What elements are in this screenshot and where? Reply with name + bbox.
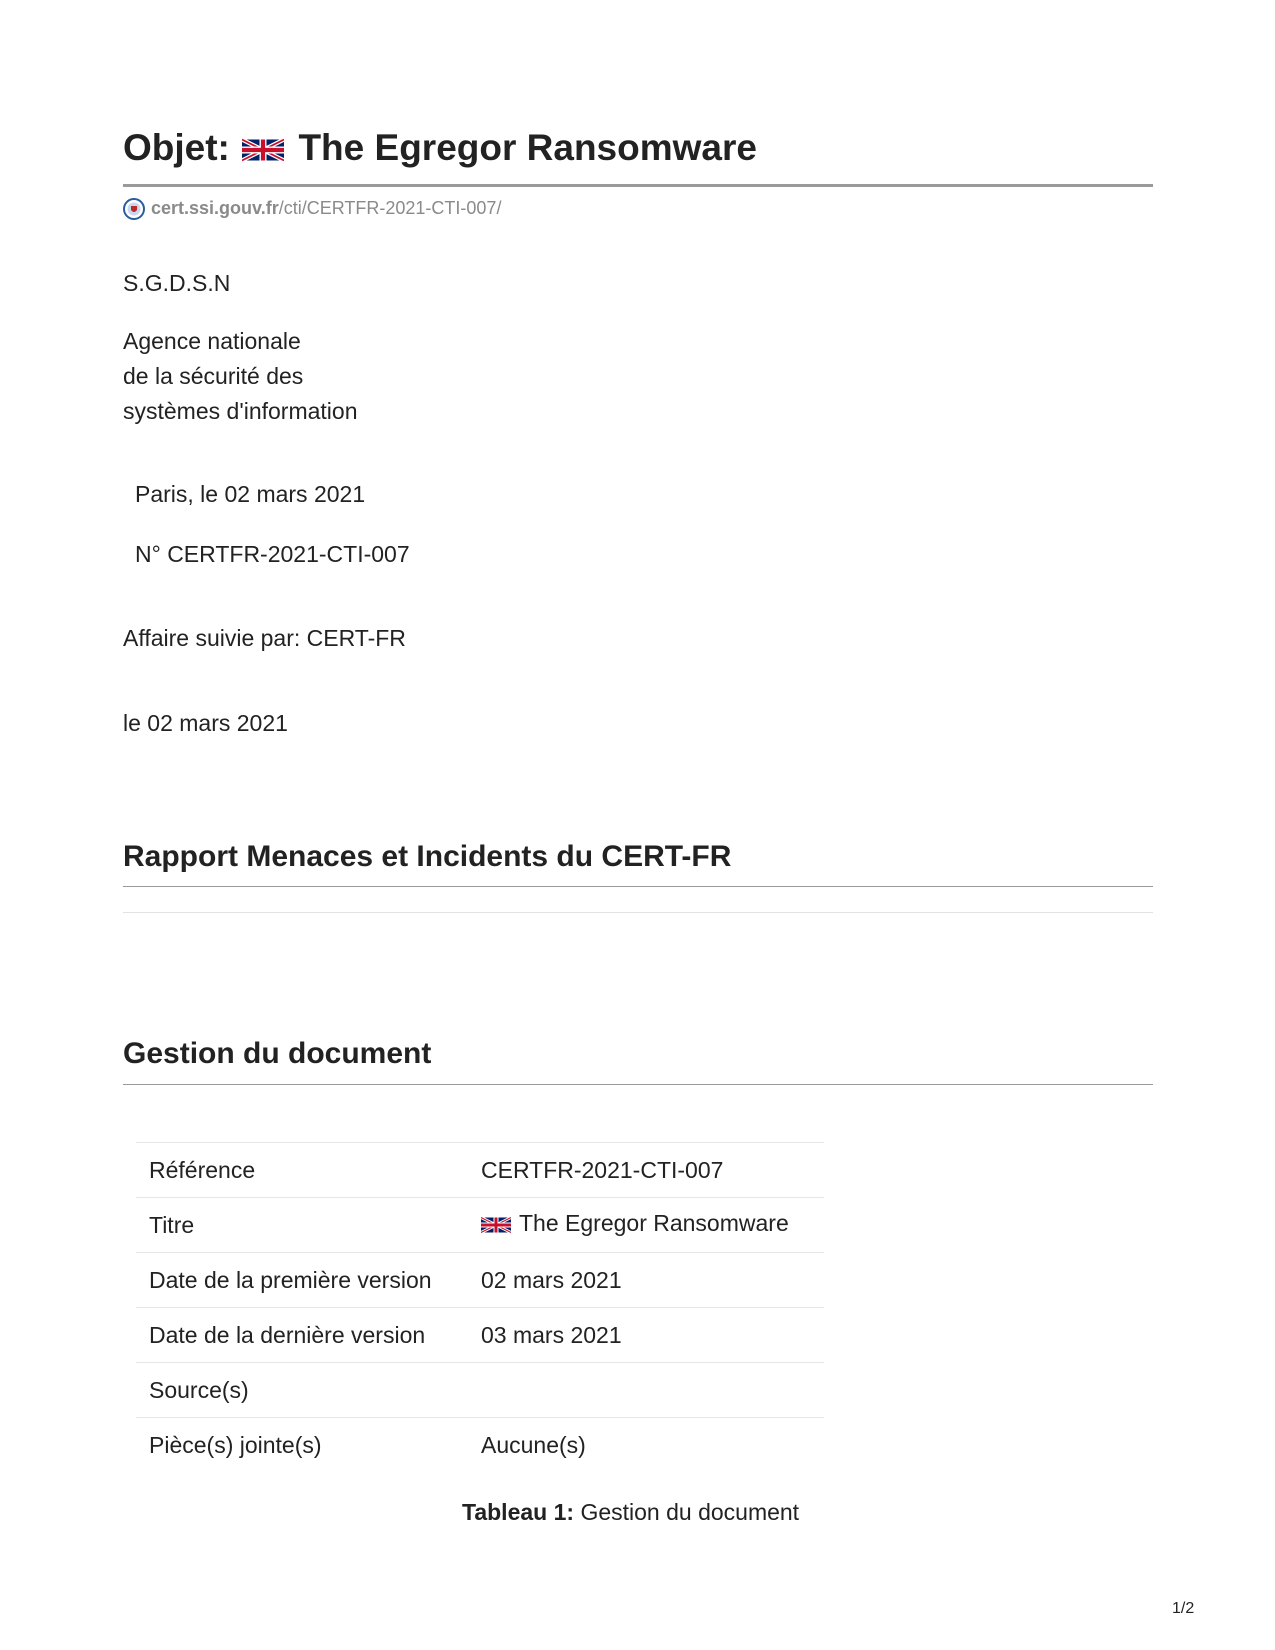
table-key: Date de la première version xyxy=(136,1253,468,1308)
table-key: Pièce(s) jointe(s) xyxy=(136,1418,468,1473)
table-caption xyxy=(462,1499,799,1526)
page-title xyxy=(123,126,757,174)
place-date: Paris, le 02 mars 2021 xyxy=(135,481,366,507)
table-value: Aucune(s) xyxy=(468,1418,824,1473)
source-path: /cti/CERTFR-2021-CTI-007/ xyxy=(278,198,502,218)
table-value: 02 mars 2021 xyxy=(468,1253,824,1308)
table-row xyxy=(136,1308,824,1363)
title-divider xyxy=(123,184,1153,187)
caption-label: Tableau 1: xyxy=(462,1499,575,1525)
agency-line-2: de la sécurité des xyxy=(123,363,304,389)
reference-number: N° CERTFR-2021-CTI-007 xyxy=(135,541,410,567)
table-key: Référence xyxy=(136,1143,468,1198)
table-row xyxy=(136,1363,824,1418)
org-short: S.G.D.S.N xyxy=(123,270,231,296)
title-prefix: Objet: xyxy=(123,127,230,168)
uk-flag-icon xyxy=(242,130,284,174)
table-value: 03 mars 2021 xyxy=(468,1308,824,1363)
followed-by: Affaire suivie par: CERT-FR xyxy=(123,625,406,651)
table-key: Date de la dernière version xyxy=(136,1308,468,1363)
uk-flag-icon xyxy=(481,1214,511,1241)
table-row xyxy=(136,1198,824,1253)
table-row xyxy=(136,1143,824,1198)
table-key: Titre xyxy=(136,1198,468,1253)
management-heading-divider xyxy=(123,1084,1153,1085)
document-date: le 02 mars 2021 xyxy=(123,710,288,736)
table-value: The Egregor Ransomware xyxy=(519,1209,789,1236)
table-value xyxy=(468,1363,824,1418)
table-value: CERTFR-2021-CTI-007 xyxy=(468,1143,824,1198)
source-link[interactable] xyxy=(123,196,501,226)
favicon-icon xyxy=(123,198,145,226)
report-heading-divider xyxy=(123,886,1153,887)
agency-line-3: systèmes d'information xyxy=(123,398,358,424)
table-value-title xyxy=(468,1198,824,1253)
title-text: The Egregor Ransomware xyxy=(298,127,757,168)
agency-line-1: Agence nationale xyxy=(123,328,301,354)
section-divider xyxy=(123,912,1153,913)
management-heading: Gestion du document xyxy=(123,1037,432,1070)
report-heading: Rapport Menaces et Incidents du CERT-FR xyxy=(123,840,732,873)
table-key: Source(s) xyxy=(136,1363,468,1418)
table-row xyxy=(136,1418,824,1473)
document-management-table xyxy=(136,1142,824,1472)
table-row xyxy=(136,1253,824,1308)
source-domain: cert.ssi.gouv.fr xyxy=(151,198,279,218)
page-number: 1/2 xyxy=(1172,1600,1195,1617)
caption-text: Gestion du document xyxy=(580,1499,800,1525)
